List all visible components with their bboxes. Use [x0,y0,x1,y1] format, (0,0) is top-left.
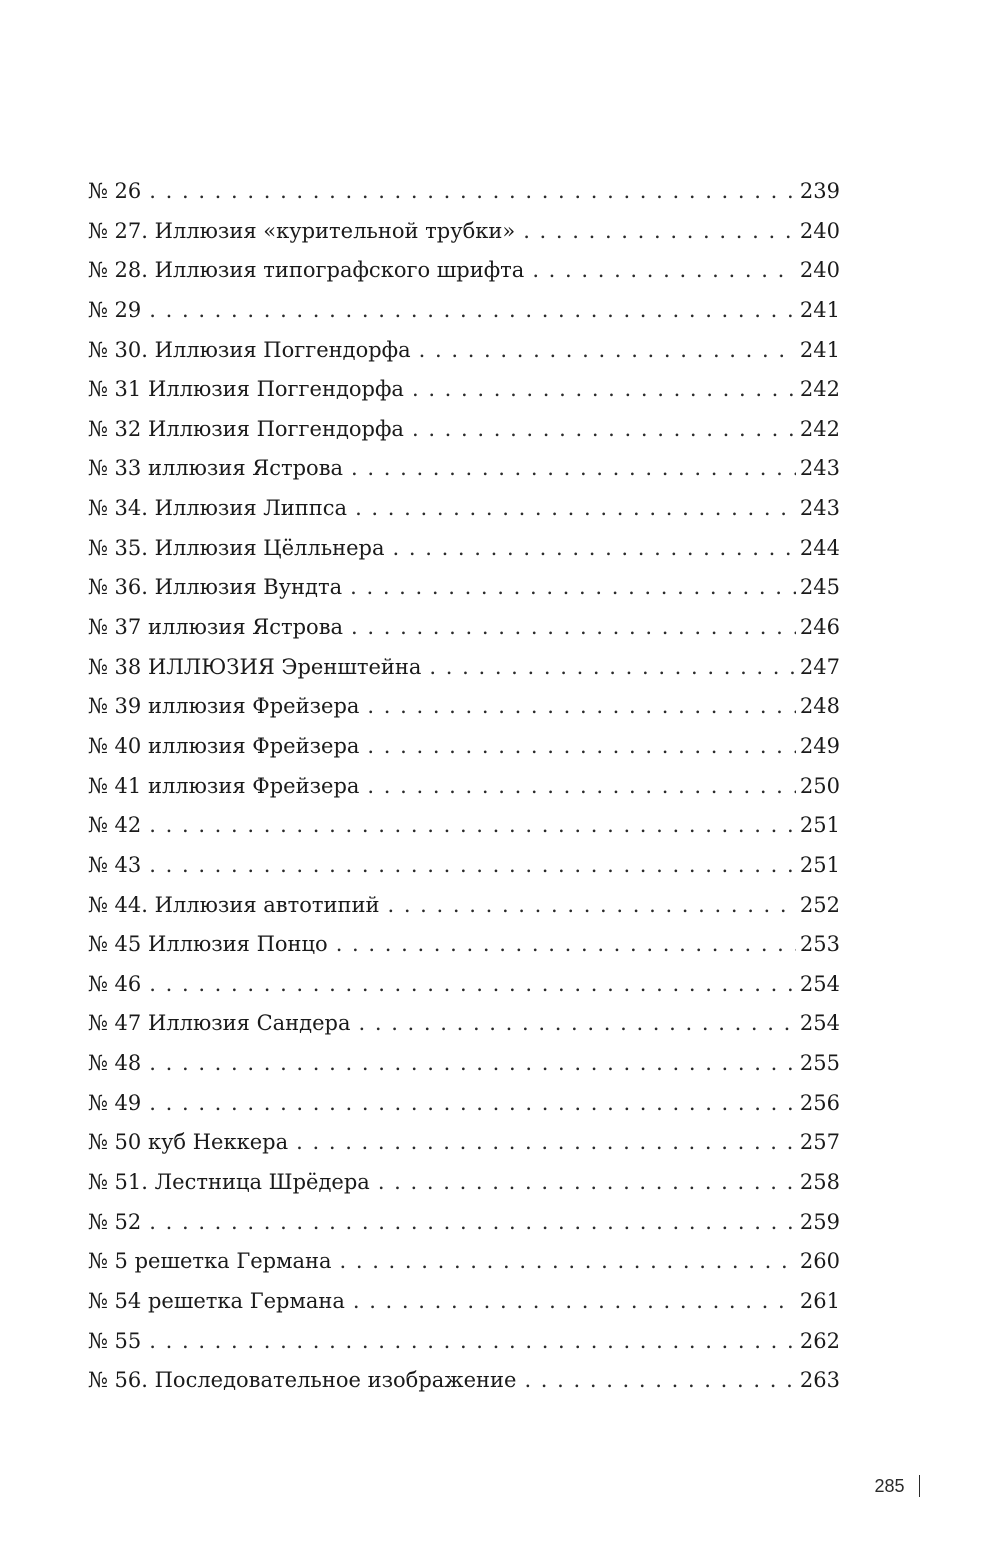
toc-entry-page: 239 [799,179,840,203]
toc-entry-title: № 37 иллюзия Ястрова [88,615,344,640]
toc-entry[interactable] [88,212,840,252]
toc-entry-title: № 34. Иллюзия Липпса [88,496,348,521]
toc-entry[interactable] [88,410,840,450]
toc-entry-page: 254 [799,1011,840,1036]
toc-entry-title: № 44. Иллюзия автотипий [88,892,380,917]
dot-leader [336,925,796,965]
toc-entry[interactable] [88,1123,840,1163]
dot-leader [149,291,796,331]
toc-entry-title: № 49 [88,1090,142,1115]
toc-entry-page: 243 [799,456,840,481]
toc-entry-title: № 42 [88,813,142,838]
toc-entry-title: № 5 решетка Германа [88,1249,332,1274]
toc-entry-title: № 55 [88,1328,142,1353]
toc-entry-page: 257 [799,1130,840,1155]
toc-entry-page: 241 [799,337,840,362]
toc-entry-page: 251 [799,813,840,838]
toc-entry-title: № 35. Иллюзия Цёлльнера [88,535,385,560]
toc-entry[interactable] [88,1163,840,1203]
toc-entry-page: 259 [799,1209,840,1234]
toc-entry-title: № 43 [88,852,142,877]
dot-leader [149,1203,796,1243]
toc-entry-page: 258 [799,1170,840,1195]
toc-entry[interactable] [88,370,840,410]
toc-entry[interactable] [88,608,840,648]
toc-entry-title: № 46 [88,971,142,996]
toc-entry-title: № 41 иллюзия Фрейзера [88,773,360,798]
dot-leader [412,410,796,450]
toc-entry[interactable] [88,529,840,569]
toc-entry[interactable] [88,172,840,212]
toc-entry-title: № 36. Иллюзия Вундта [88,575,343,600]
toc-entry-page: 251 [799,852,840,877]
dot-leader [149,846,796,886]
toc-entry[interactable] [88,846,840,886]
toc-entry[interactable] [88,1203,840,1243]
toc-entry-page: 249 [799,733,840,758]
dot-leader [149,1044,796,1084]
toc-entry[interactable] [88,568,840,608]
toc-entry-page: 240 [799,258,840,283]
dot-leader [524,1361,795,1401]
toc-entry-page: 244 [799,535,840,560]
toc-entry[interactable] [88,251,840,291]
dot-leader [296,1123,796,1163]
toc-entry[interactable] [88,1242,840,1282]
toc-entry-page: 262 [799,1328,840,1353]
toc-entry-title: № 40 иллюзия Фрейзера [88,733,360,758]
toc-entry-page: 242 [799,416,840,441]
toc-entry[interactable] [88,1361,840,1401]
toc-entry[interactable] [88,925,840,965]
dot-leader [350,568,796,608]
dot-leader [149,806,796,846]
dot-leader [351,608,796,648]
folio-divider [919,1475,921,1497]
toc-entry[interactable] [88,965,840,1005]
toc-entry-page: 261 [799,1288,840,1313]
toc-entry[interactable] [88,1084,840,1124]
dot-leader [340,1242,796,1282]
toc-entry[interactable] [88,687,840,727]
dot-leader [359,1004,796,1044]
toc-entry-title: № 38 ИЛЛЮЗИЯ Эренштейна [88,654,422,679]
toc-entry-page: 263 [799,1368,840,1393]
toc-entry[interactable] [88,331,840,371]
dot-leader [367,767,795,807]
toc-entry-page: 250 [799,773,840,798]
dot-leader [355,489,796,529]
page-number: 285 [874,1475,905,1496]
toc-entry-page: 255 [799,1051,840,1076]
dot-leader [149,172,796,212]
toc-entry-title: № 45 Иллюзия Понцо [88,932,328,957]
toc-entry-page: 242 [799,377,840,402]
toc-entry[interactable] [88,767,840,807]
toc-entry[interactable] [88,727,840,767]
dot-leader [149,1322,796,1362]
dot-leader [353,1282,796,1322]
toc-entry-title: № 52 [88,1209,142,1234]
toc-entry-page: 256 [799,1090,840,1115]
toc-entry-page: 260 [799,1249,840,1274]
toc-entry-title: № 56. Последовательное изображение [88,1368,517,1393]
dot-leader [387,886,795,926]
toc-entry-page: 240 [799,218,840,243]
toc-entry-title: № 28. Иллюзия типографского шрифта [88,258,525,283]
toc-entry-page: 248 [799,694,840,719]
toc-entry-title: № 26 [88,179,142,203]
toc-entry-title: № 39 иллюзия Фрейзера [88,694,360,719]
toc-entry-title: № 47 Иллюзия Сандера [88,1011,351,1036]
dot-leader [367,687,795,727]
toc-entry[interactable] [88,291,840,331]
toc-entry-page: 253 [799,932,840,957]
toc-entry[interactable] [88,1282,840,1322]
dot-leader [419,331,796,371]
toc-entry-title: № 50 куб Неккера [88,1130,289,1155]
toc-entry-title: № 29 [88,297,142,322]
dot-leader [149,965,796,1005]
toc-entry[interactable] [88,886,840,926]
dot-leader [351,449,796,489]
dot-leader [378,1163,796,1203]
table-of-contents [88,172,840,1401]
toc-entry-title: № 30. Иллюзия Поггендорфа [88,337,411,362]
dot-leader [412,370,796,410]
toc-entry-title: № 51. Лестница Шрёдера [88,1170,370,1195]
toc-entry-page: 241 [799,297,840,322]
toc-entry-title: № 27. Иллюзия «курительной трубки» [88,218,516,243]
toc-entry-page: 247 [799,654,840,679]
dot-leader [393,529,796,569]
toc-entry-title: № 31 Иллюзия Поггендорфа [88,377,404,402]
toc-entry-page: 246 [799,615,840,640]
toc-entry-page: 252 [799,892,840,917]
toc-entry[interactable] [88,648,840,688]
toc-entry[interactable] [88,1044,840,1084]
dot-leader [523,212,796,252]
dot-leader [367,727,795,767]
toc-entry-title: № 48 [88,1051,142,1076]
page-footer [874,1475,920,1497]
toc-entry-title: № 32 Иллюзия Поггендорфа [88,416,404,441]
toc-entry-title: № 33 иллюзия Ястрова [88,456,344,481]
toc-entry-page: 245 [799,575,840,600]
toc-entry-page: 254 [799,971,840,996]
toc-entry[interactable] [88,449,840,489]
toc-entry[interactable] [88,1004,840,1044]
dot-leader [149,1084,796,1124]
toc-entry-title: № 54 решетка Германа [88,1288,345,1313]
toc-entry[interactable] [88,806,840,846]
toc-entry-page: 243 [799,496,840,521]
dot-leader [532,251,796,291]
toc-entry[interactable] [88,1322,840,1362]
dot-leader [429,648,795,688]
toc-entry[interactable] [88,489,840,529]
